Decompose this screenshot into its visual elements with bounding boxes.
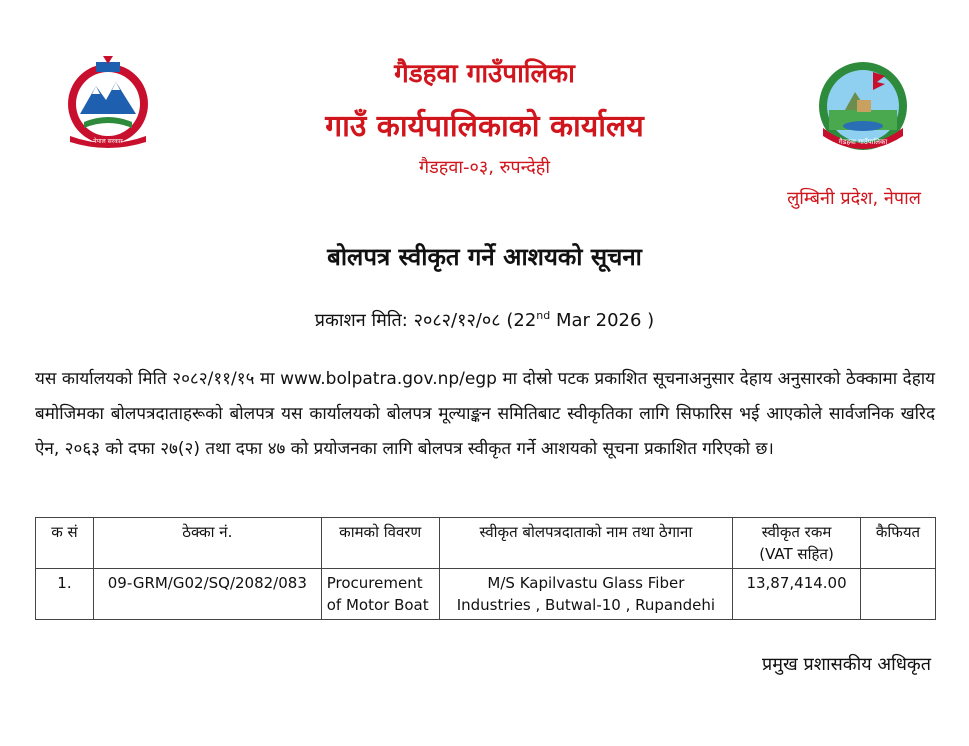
cell-contract: 09-GRM/G02/SQ/2082/083 [93,569,321,620]
office-address: गैडहवा-०३, रुपन्देही [419,157,550,178]
cell-description: Procurement of Motor Boat [321,569,439,620]
left-logo-text: नेपाल सरकार [93,138,123,145]
cell-amount: 13,87,414.00 [733,569,861,620]
cell-remarks [861,569,936,620]
col-header-amount: स्वीकृत रकम (VAT सहित) [733,518,861,569]
table-header-row [36,518,936,569]
col-header-contract: ठेक्का नं. [93,518,321,569]
col-header-description: कामको विवरण [321,518,439,569]
notice-body: यस कार्यालयको मिति २०८२/११/१५ मा www.bolpatra.gov.np/egp मा दोस्रो पटक प्रकाशित सूचनाअनुसार देहाय अनुसारको ठेक्कामा देहाय बमोजिमका बोलपत्रदाताहरूको बोलपत्र यस कार्यालयको बोलपत्र मूल्याङ्कन समितिबाट स्वीकृतिका लागि सिफारिस भई आएकोले सार्वजनिक खरिद ऐन, २०६३ को दफा २७(२) तथा दफा ४७ को प्रयोजनका लागि बोलपत्र स्वीकृत गर्ने आशयको सूचना प्रकाशित गरिएको छ। [35,369,935,459]
province-name: लुम्बिनी प्रदेश, नेपाल [787,188,921,209]
col-header-bidder: स्वीकृत बोलपत्रदाताको नाम तथा ठेगाना [439,518,732,569]
table-row [36,569,936,620]
col-header-remarks: कैफियत [861,518,936,569]
col-header-sn: क सं [36,518,94,569]
municipality-name: गैडहवा गाउँपालिका [394,59,575,89]
signatory-title: प्रमुख प्रशासकीय अधिकृत [762,654,931,675]
office-name: गाउँ कार्यपालिकाको कार्यालय [325,109,644,144]
pub-date-english: (22nd Mar 2026 ) [506,309,655,331]
cell-sn: 1. [36,569,94,620]
notice-title: बोलपत्र स्वीकृत गर्ने आशयको सूचना [327,243,642,271]
right-logo-text: गैडहवा गाउँपालिका [838,138,888,146]
publication-date [0,308,969,332]
award-table [35,517,936,620]
pub-date-nepali: प्रकाशन मिति: २०८२/१२/०८ [314,310,501,331]
amount-vat-note: (VAT सहित) [759,545,834,563]
cell-bidder: M/S Kapilvastu Glass Fiber Industries , Butwal-10 , Rupandehi [439,569,732,620]
